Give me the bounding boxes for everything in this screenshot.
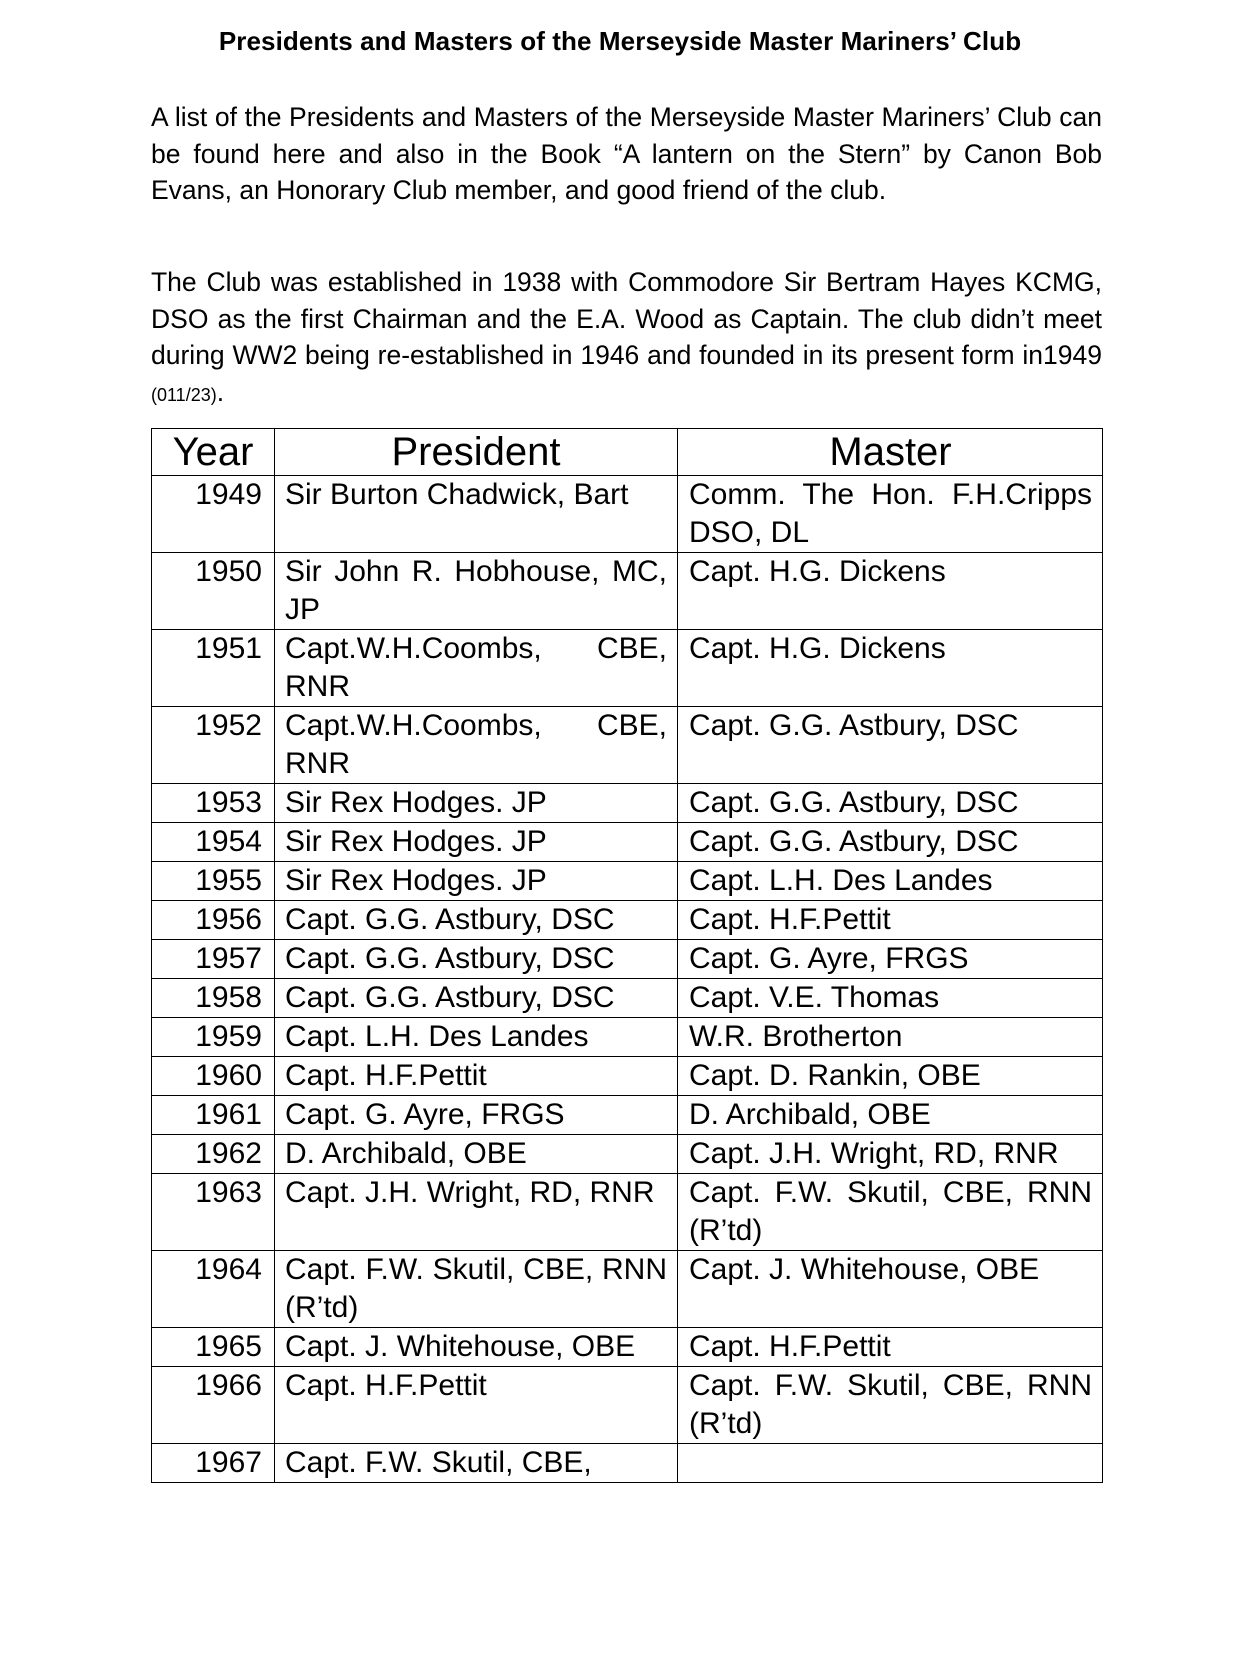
- year-cell: 1954: [152, 823, 275, 862]
- master-cell: Capt. G.G. Astbury, DSC: [678, 707, 1103, 784]
- year-cell: 1959: [152, 1018, 275, 1057]
- year-cell: 1951: [152, 630, 275, 707]
- master-cell: Comm. The Hon. F.H.Cripps DSO, DL: [678, 476, 1103, 553]
- master-cell: Capt. D. Rankin, OBE: [678, 1057, 1103, 1096]
- table-row: [152, 1444, 1103, 1483]
- president-cell: Capt. F.W. Skutil, CBE,: [275, 1444, 678, 1483]
- table-row: [152, 901, 1103, 940]
- year-cell: 1964: [152, 1251, 275, 1328]
- table-row: [152, 476, 1103, 553]
- year-cell: 1957: [152, 940, 275, 979]
- intro-paragraph-2-end: .: [216, 376, 225, 407]
- master-cell: Capt. H.G. Dickens: [678, 630, 1103, 707]
- table-row: [152, 979, 1103, 1018]
- page-title: Presidents and Masters of the Merseyside Master Mariners’ Club: [218, 26, 1022, 56]
- intro-paragraph-1: A list of the Presidents and Masters of the Merseyside Master Mariners’ Club can be found here and also in the Book “A lantern on the Stern” by Canon Bob Evans, an Honorary Club member, and good friend of the club.: [151, 102, 1102, 205]
- master-cell: Capt. H.F.Pettit: [678, 901, 1103, 940]
- year-cell: 1967: [152, 1444, 275, 1483]
- president-cell: Capt. L.H. Des Landes: [275, 1018, 678, 1057]
- table-row: [152, 1367, 1103, 1444]
- table-row: [152, 1174, 1103, 1251]
- intro-paragraph-2-text: The Club was established in 1938 with Commodore Sir Bertram Hayes KCMG, DSO as the first Chairman and the E.A. Wood as Captain. The club didn’t meet during WW2 being re-established in 1946 and founded in its present form in1949: [151, 267, 1102, 370]
- year-cell: 1949: [152, 476, 275, 553]
- table-row: [152, 707, 1103, 784]
- president-cell: Capt. H.F.Pettit: [275, 1367, 678, 1444]
- table-header-row: [152, 429, 1103, 476]
- master-cell: Capt. G.G. Astbury, DSC: [678, 784, 1103, 823]
- year-cell: 1965: [152, 1328, 275, 1367]
- header-year: Year: [152, 429, 275, 476]
- header-president: President: [275, 429, 678, 476]
- table-row: [152, 1018, 1103, 1057]
- president-cell: Capt. H.F.Pettit: [275, 1057, 678, 1096]
- year-cell: 1966: [152, 1367, 275, 1444]
- table-row: [152, 1251, 1103, 1328]
- table-row: [152, 823, 1103, 862]
- master-cell: [678, 1444, 1103, 1483]
- table-row: [152, 630, 1103, 707]
- president-cell: Sir John R. Hobhouse, MC, JP: [275, 553, 678, 630]
- president-cell: Capt.W.H.Coombs, CBE, RNR: [275, 630, 678, 707]
- table-row: [152, 862, 1103, 901]
- year-cell: 1963: [152, 1174, 275, 1251]
- year-cell: 1960: [152, 1057, 275, 1096]
- master-cell: Capt. L.H. Des Landes: [678, 862, 1103, 901]
- master-cell: Capt. H.G. Dickens: [678, 553, 1103, 630]
- table-row: [152, 940, 1103, 979]
- master-cell: Capt. F.W. Skutil, CBE, RNN (R’td): [678, 1367, 1103, 1444]
- intro-paragraph-2: [151, 264, 1102, 413]
- year-cell: 1958: [152, 979, 275, 1018]
- table-row: [152, 1328, 1103, 1367]
- header-master: Master: [678, 429, 1103, 476]
- president-cell: Capt.W.H.Coombs, CBE, RNR: [275, 707, 678, 784]
- year-cell: 1952: [152, 707, 275, 784]
- president-cell: Capt. J.H. Wright, RD, RNR: [275, 1174, 678, 1251]
- year-cell: 1955: [152, 862, 275, 901]
- president-cell: Sir Rex Hodges. JP: [275, 862, 678, 901]
- master-cell: Capt. H.F.Pettit: [678, 1328, 1103, 1367]
- master-cell: W.R. Brotherton: [678, 1018, 1103, 1057]
- president-cell: Sir Rex Hodges. JP: [275, 784, 678, 823]
- master-cell: D. Archibald, OBE: [678, 1096, 1103, 1135]
- year-cell: 1953: [152, 784, 275, 823]
- president-cell: Sir Rex Hodges. JP: [275, 823, 678, 862]
- year-cell: 1950: [152, 553, 275, 630]
- year-cell: 1962: [152, 1135, 275, 1174]
- master-cell: Capt. G.G. Astbury, DSC: [678, 823, 1103, 862]
- president-cell: D. Archibald, OBE: [275, 1135, 678, 1174]
- master-cell: Capt. J. Whitehouse, OBE: [678, 1251, 1103, 1328]
- presidents-masters-table: [151, 428, 1103, 1483]
- president-cell: Capt. J. Whitehouse, OBE: [275, 1328, 678, 1367]
- table-row: [152, 553, 1103, 630]
- table-row: [152, 784, 1103, 823]
- table-row: [152, 1135, 1103, 1174]
- year-cell: 1956: [152, 901, 275, 940]
- table-body: [152, 476, 1103, 1483]
- master-cell: Capt. J.H. Wright, RD, RNR: [678, 1135, 1103, 1174]
- president-cell: Sir Burton Chadwick, Bart: [275, 476, 678, 553]
- year-cell: 1961: [152, 1096, 275, 1135]
- president-cell: Capt. G.G. Astbury, DSC: [275, 979, 678, 1018]
- table-row: [152, 1096, 1103, 1135]
- president-cell: Capt. G. Ayre, FRGS: [275, 1096, 678, 1135]
- master-cell: Capt. F.W. Skutil, CBE, RNN (R’td): [678, 1174, 1103, 1251]
- master-cell: Capt. V.E. Thomas: [678, 979, 1103, 1018]
- president-cell: Capt. G.G. Astbury, DSC: [275, 901, 678, 940]
- table-row: [152, 1057, 1103, 1096]
- president-cell: Capt. F.W. Skutil, CBE, RNN (R’td): [275, 1251, 678, 1328]
- reference-code: (011/23): [151, 384, 217, 405]
- master-cell: Capt. G. Ayre, FRGS: [678, 940, 1103, 979]
- president-cell: Capt. G.G. Astbury, DSC: [275, 940, 678, 979]
